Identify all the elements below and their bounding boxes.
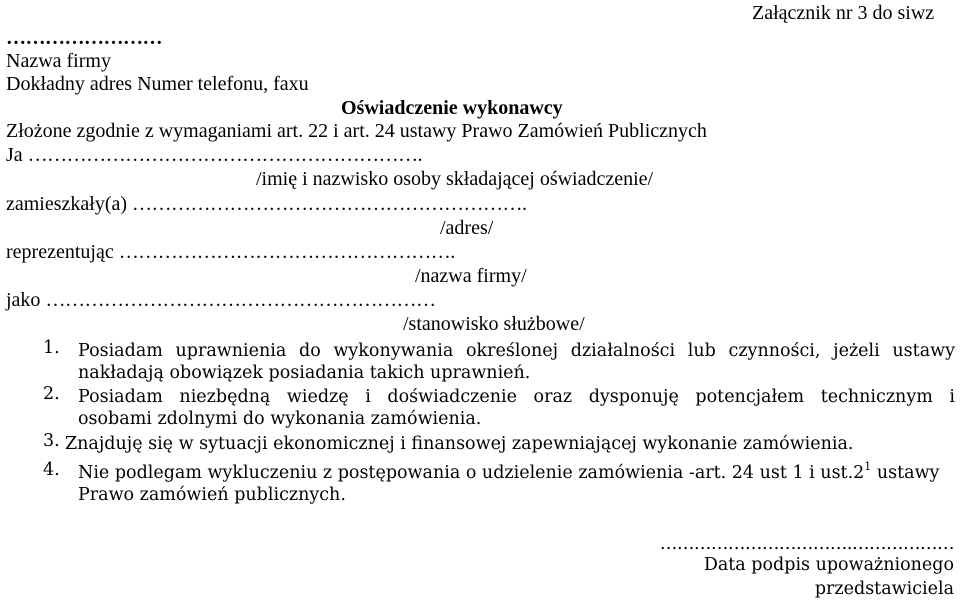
item-text-line: osobami zdolnymi do wykonania zamówienia. xyxy=(78,409,482,429)
item-text-line: Posiadam niezbędną wiedzę i doświadczenie oraz dysponuję potencjałem technicznym i xyxy=(78,387,955,407)
company-name-label: Nazwa firmy xyxy=(6,50,111,72)
item-number: 4. xyxy=(43,460,60,480)
declarant-label: Ja xyxy=(6,144,28,166)
declaration-item-2 xyxy=(43,386,955,430)
position-dots: …………………………………………………… xyxy=(45,289,436,311)
representing-dots: ……………………………………………. xyxy=(118,241,455,263)
declarant-dots: ……………………………………………………. xyxy=(27,144,423,166)
representing-line xyxy=(6,242,455,262)
compliance-statement: Złożone zgodnie z wymaganiami art. 22 i art. 24 ustawy Prawo Zamówień Publicznych xyxy=(6,120,707,142)
company-dots: …………………… xyxy=(6,27,162,49)
declaration-item-1 xyxy=(43,340,955,384)
item-text-line: Prawo zamówień publicznych. xyxy=(78,485,346,505)
item-number: 3. xyxy=(43,431,60,451)
item-text-line: Posiadam uprawnienia do wykonywania określonej działalności lub czynności, jeżeli ustawy xyxy=(78,341,955,361)
residence-caption: /adres/ xyxy=(440,217,494,239)
residence-line xyxy=(6,194,527,214)
item-text-line: Znajduję się w sytuacji ekonomicznej i finansowej zapewniającej wykonanie zamówienia. xyxy=(65,434,854,454)
footnote-marker: 1 xyxy=(864,460,872,473)
item-number: 1. xyxy=(43,338,60,358)
declarant-caption: /imię i nazwisko osoby składającej oświadczenie/ xyxy=(256,168,654,190)
signature-dots: …………………………….……………… xyxy=(659,534,954,554)
attachment-label: Załącznik nr 3 do siwz xyxy=(752,2,935,24)
declaration-item-3 xyxy=(43,433,955,455)
document-title: Oświadczenie wykonawcy xyxy=(341,97,563,119)
position-line xyxy=(6,290,435,310)
signature-caption-line1: Data podpis upoważnionego xyxy=(703,555,954,575)
item-text-line: ustawy xyxy=(871,463,940,483)
declarant-line xyxy=(6,145,422,165)
representing-label: reprezentując xyxy=(6,241,119,263)
company-address-label: Dokładny adres Numer telefonu, faxu xyxy=(6,73,309,95)
position-label: jako xyxy=(6,289,46,311)
item-number: 2. xyxy=(43,384,60,404)
representing-caption: /nazwa firmy/ xyxy=(415,265,527,287)
residence-label: zamieszkały(a) xyxy=(6,193,133,215)
item-text-line: Nie podlegam wykluczeniu z postępowania o udzielenie zamówienia -art. 24 ust 1 i ust.2 xyxy=(78,463,865,483)
declaration-item-4 xyxy=(43,462,955,506)
item-text-line: nakładają obowiązek posiadania takich uprawnień. xyxy=(78,363,531,383)
signature-caption-line2: przedstawiciela xyxy=(814,579,954,599)
position-caption: /stanowisko służbowe/ xyxy=(403,313,585,335)
residence-dots: ……………………………………………………. xyxy=(132,193,527,215)
